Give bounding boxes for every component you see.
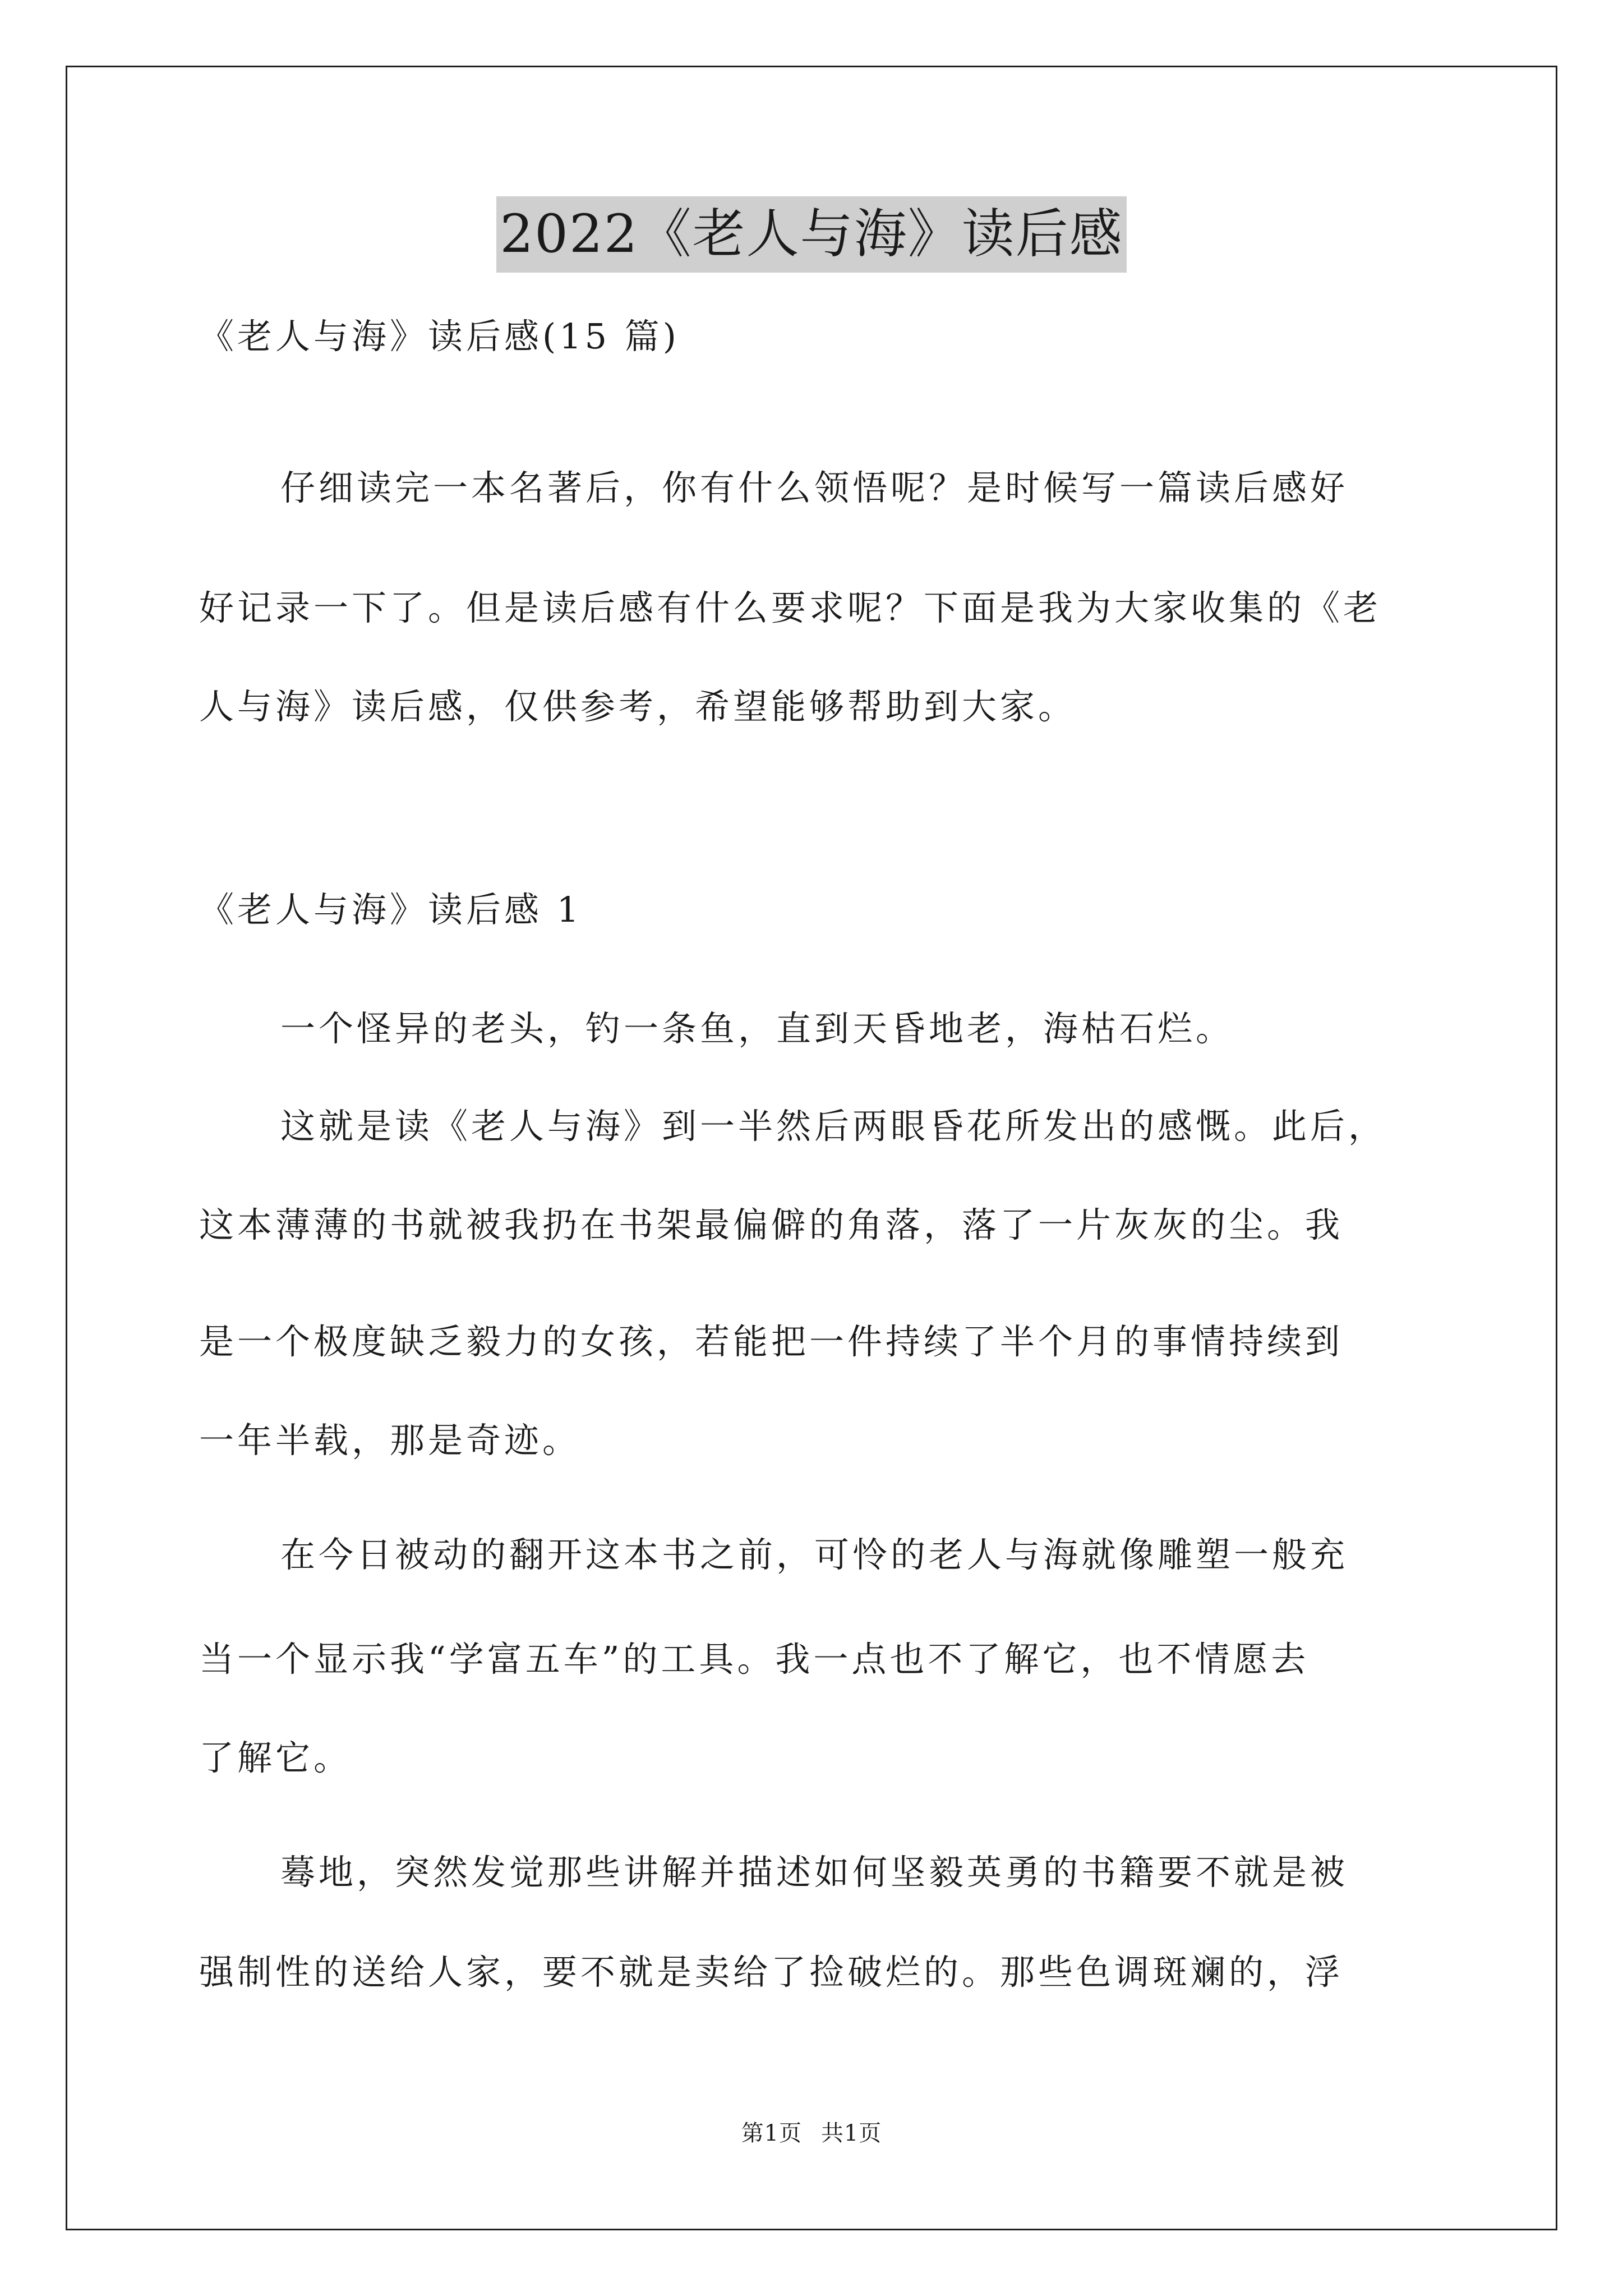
body-line: 强制性的送给人家，要不就是卖给了捡破烂的。那些色调斑斓的，浮	[199, 1952, 1344, 1993]
section-heading: 《老人与海》读后感 1	[199, 889, 583, 930]
body-line: 是一个极度缺乏毅力的女孩，若能把一件持续了半个月的事情持续到	[199, 1321, 1344, 1362]
document-subtitle: 《老人与海》读后感(15 篇)	[199, 316, 680, 357]
intro-line: 人与海》读后感，仅供参考，希望能够帮助到大家。	[199, 686, 1077, 727]
page-number: 第1页	[741, 2120, 803, 2146]
body-line: 这就是读《老人与海》到一半然后两眼昏花所发出的感慨。此后，	[280, 1106, 1387, 1147]
body-line: 了解它。	[199, 1737, 352, 1778]
page-total: 共1页	[820, 2120, 882, 2146]
intro-line: 仔细读完一本名著后，你有什么领悟呢？是时候写一篇读后感好	[280, 467, 1349, 508]
body-line: 在今日被动的翻开这本书之前，可怜的老人与海就像雕塑一般充	[280, 1534, 1349, 1575]
intro-line: 好记录一下了。但是读后感有什么要求呢？下面是我为大家收集的《老	[199, 587, 1382, 628]
document-title: 2022《老人与海》读后感	[496, 196, 1126, 273]
body-line: 一年半载，那是奇迹。	[199, 1420, 581, 1461]
body-line: 当一个显示我“学富五车”的工具。我一点也不了解它，也不情愿去	[199, 1639, 1310, 1680]
body-line: 蓦地，突然发觉那些讲解并描述如何坚毅英勇的书籍要不就是被	[280, 1852, 1349, 1893]
page-footer	[0, 2118, 1623, 2149]
title-container	[0, 196, 1623, 273]
body-line: 一个怪异的老头，钓一条鱼，直到天昏地老，海枯石烂。	[280, 1008, 1234, 1049]
body-line: 这本薄薄的书就被我扔在书架最偏僻的角落，落了一片灰灰的尘。我	[199, 1204, 1344, 1245]
